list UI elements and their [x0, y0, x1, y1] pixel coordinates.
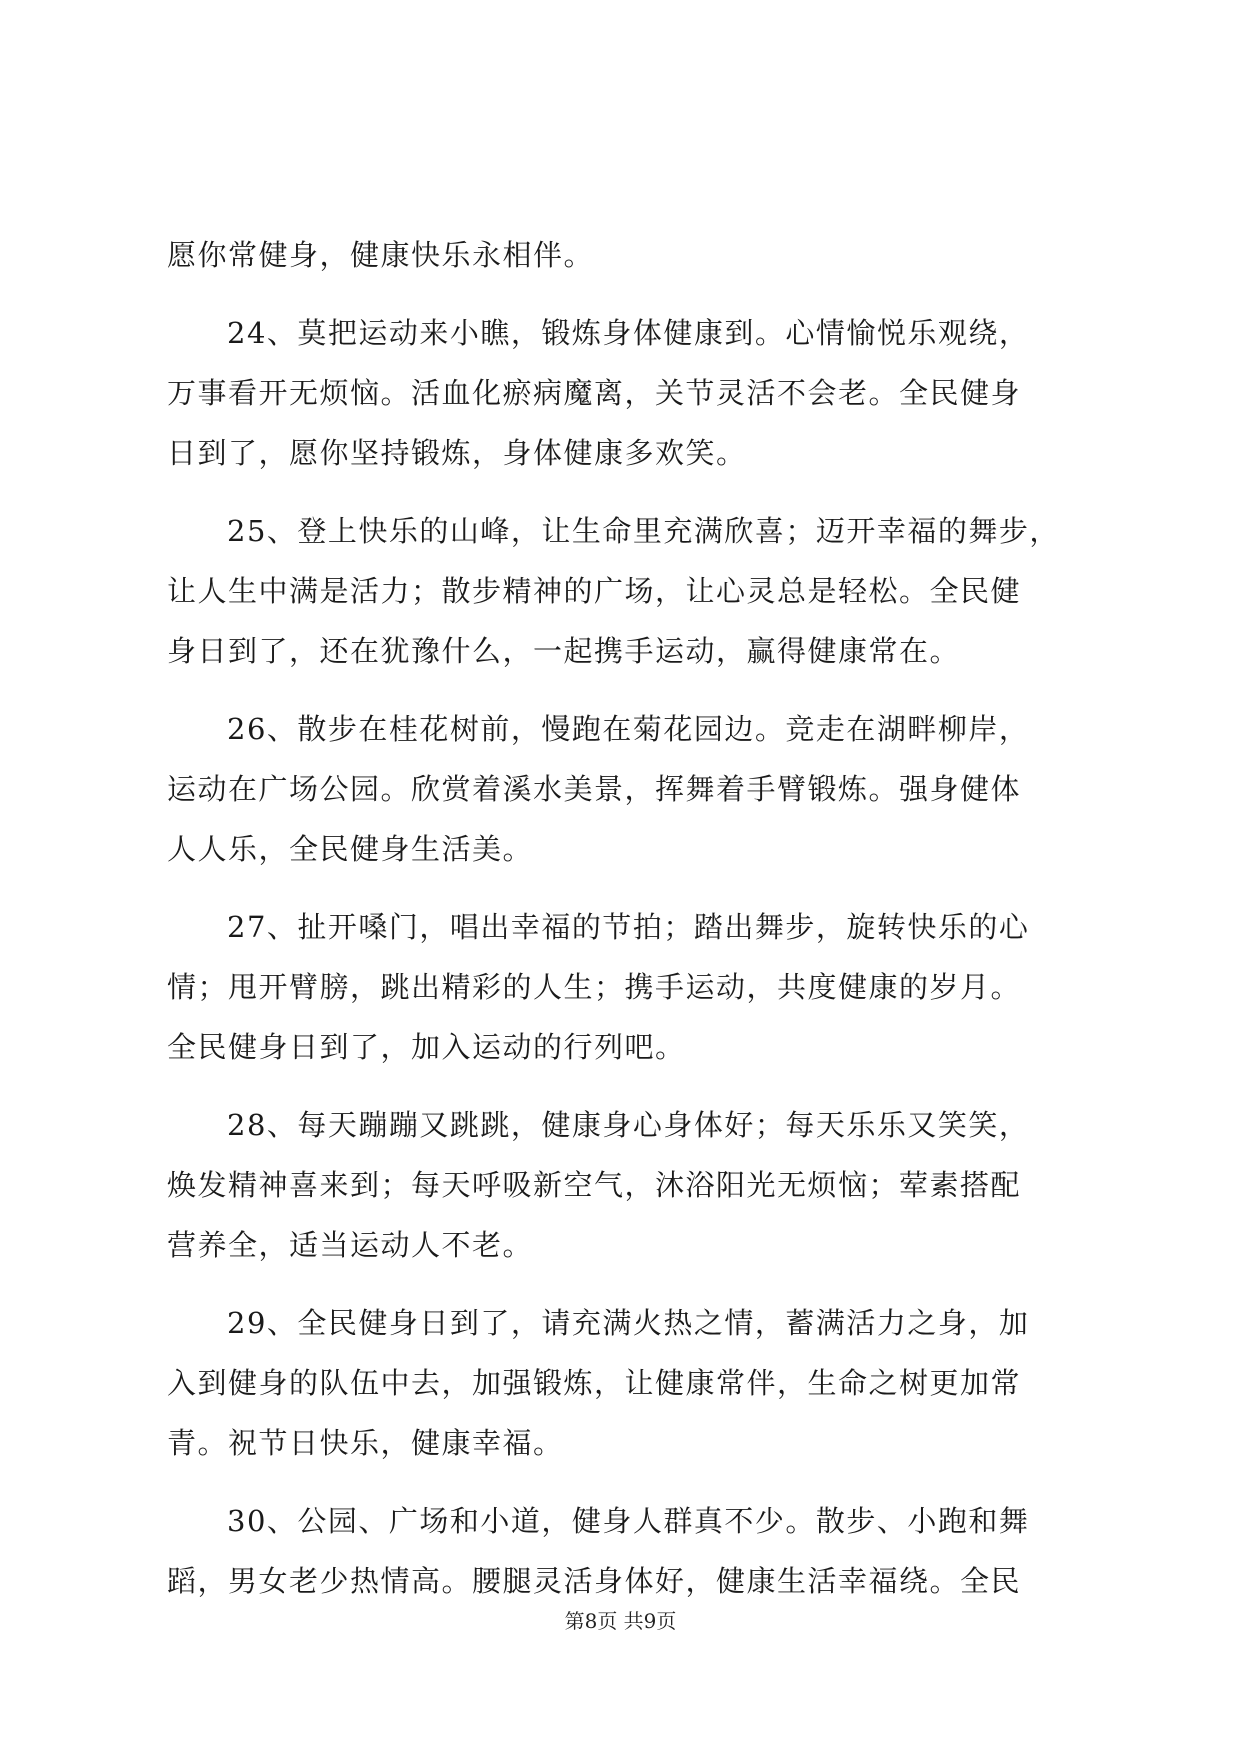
paragraph-30: [167, 1491, 1092, 1611]
text-line: 24、莫把运动来小瞧，锻炼身体健康到。心情愉悦乐观绕，: [227, 316, 1030, 350]
paragraph-28: [167, 1095, 1092, 1275]
text-line: 全民健身日到了，加入运动的行列吧。: [167, 1030, 686, 1064]
page-number-footer: 第8页 共9页: [564, 1609, 677, 1633]
paragraph-26: [167, 699, 1092, 879]
paragraph-24: [167, 303, 1092, 483]
text-line: 营养全，适当运动人不老。: [167, 1228, 534, 1262]
text-line: 青。祝节日快乐，健康幸福。: [167, 1426, 564, 1460]
text-line: 情；甩开臂膀，跳出精彩的人生；携手运动，共度健康的岁月。: [167, 970, 1022, 1004]
text-line: 人人乐，全民健身生活美。: [167, 832, 534, 866]
paragraph-continuation: [167, 225, 1092, 285]
text-line: 愿你常健身，健康快乐永相伴。: [167, 238, 595, 272]
text-line: 25、登上快乐的山峰，让生命里充满欣喜；迈开幸福的舞步，: [227, 514, 1060, 548]
text-line: 运动在广场公园。欣赏着溪水美景，挥舞着手臂锻炼。强身健体: [167, 772, 1022, 806]
text-line: 28、每天蹦蹦又跳跳，健康身心身体好；每天乐乐又笑笑，: [227, 1108, 1030, 1142]
paragraph-27: [167, 897, 1092, 1077]
text-line: 日到了，愿你坚持锻炼，身体健康多欢笑。: [167, 436, 747, 470]
text-line: 26、散步在桂花树前，慢跑在菊花园边。竞走在湖畔柳岸，: [227, 712, 1030, 746]
text-line: 焕发精神喜来到；每天呼吸新空气，沐浴阳光无烦恼；荤素搭配: [167, 1168, 1022, 1202]
text-line: 入到健身的队伍中去，加强锻炼，让健康常伴，生命之树更加常: [167, 1366, 1022, 1400]
paragraph-29: [167, 1293, 1092, 1473]
text-line: 让人生中满是活力；散步精神的广场，让心灵总是轻松。全民健: [167, 574, 1022, 608]
text-line: 29、全民健身日到了，请充满火热之情，蓄满活力之身，加: [227, 1306, 1030, 1340]
text-line: 蹈，男女老少热情高。腰腿灵活身体好，健康生活幸福绕。全民: [167, 1564, 1022, 1598]
text-line: 身日到了，还在犹豫什么，一起携手运动，赢得健康常在。: [167, 634, 961, 668]
text-line: 30、公园、广场和小道，健身人群真不少。散步、小跑和舞: [227, 1504, 1030, 1538]
text-line: 27、扯开嗓门，唱出幸福的节拍；踏出舞步，旋转快乐的心: [227, 910, 1030, 944]
text-line: 万事看开无烦恼。活血化瘀病魔离，关节灵活不会老。全民健身: [167, 376, 1022, 410]
document-body: [167, 225, 1092, 1611]
paragraph-25: [167, 501, 1092, 681]
